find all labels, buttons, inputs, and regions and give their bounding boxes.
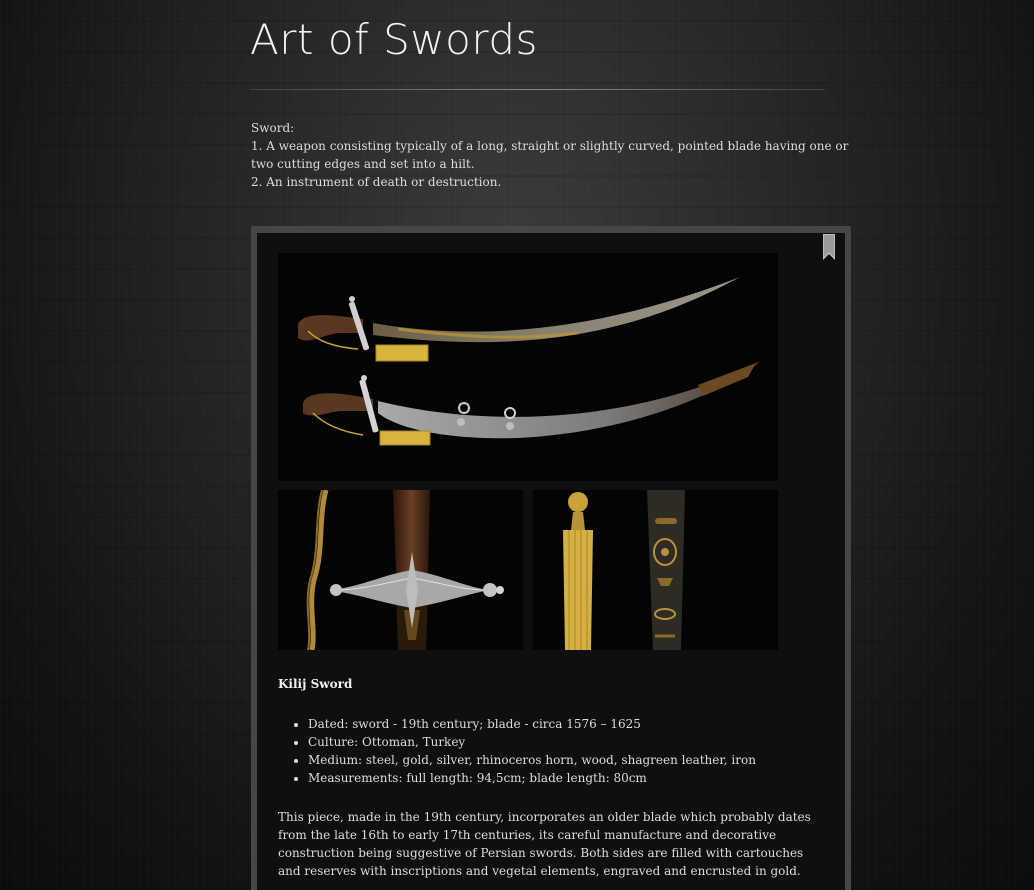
bookmark-icon[interactable] (823, 234, 835, 260)
site-description (251, 119, 851, 191)
spec-medium: • Medium: steel, gold, silver, rhinoceros horn, wood, shagreen leather, iron (308, 751, 823, 769)
post-title[interactable]: Kilij Sword (278, 677, 353, 691)
hilt-detail-photo[interactable] (278, 490, 523, 650)
definition-line-2: 2. An instrument of death or destruction. (251, 175, 502, 189)
definition-term: Sword: (251, 121, 295, 135)
spec-culture: • Culture: Ottoman, Turkey (308, 733, 823, 751)
tassel-blade-photo[interactable] (533, 490, 778, 650)
swords-photo[interactable] (278, 253, 778, 481)
spec-dated: • Dated: sword - 19th century; blade - circa 1576 – 1625 (308, 715, 823, 733)
spec-measurements: • Measurements: full length: 94,5cm; blade length: 80cm (308, 769, 823, 787)
spec-list (278, 715, 823, 787)
title-divider (250, 89, 825, 90)
post-body (278, 672, 823, 880)
post-description: This piece, made in the 19th century, incorporates an older blade which probably dates from the late 16th to early 17th centuries, its careful manufacture and decorative construction being suggestive of Persian swords. Both sides are filled with cartouches and reserves with inscriptions and vegetal elements, engraved and encrusted in gold. (278, 810, 811, 878)
definition-line-1: 1. A weapon consisting typically of a long, straight or slightly curved, pointed blade having one or two cutting edges and set into a hilt. (251, 139, 849, 171)
site-title[interactable]: Art of Swords (250, 15, 538, 64)
